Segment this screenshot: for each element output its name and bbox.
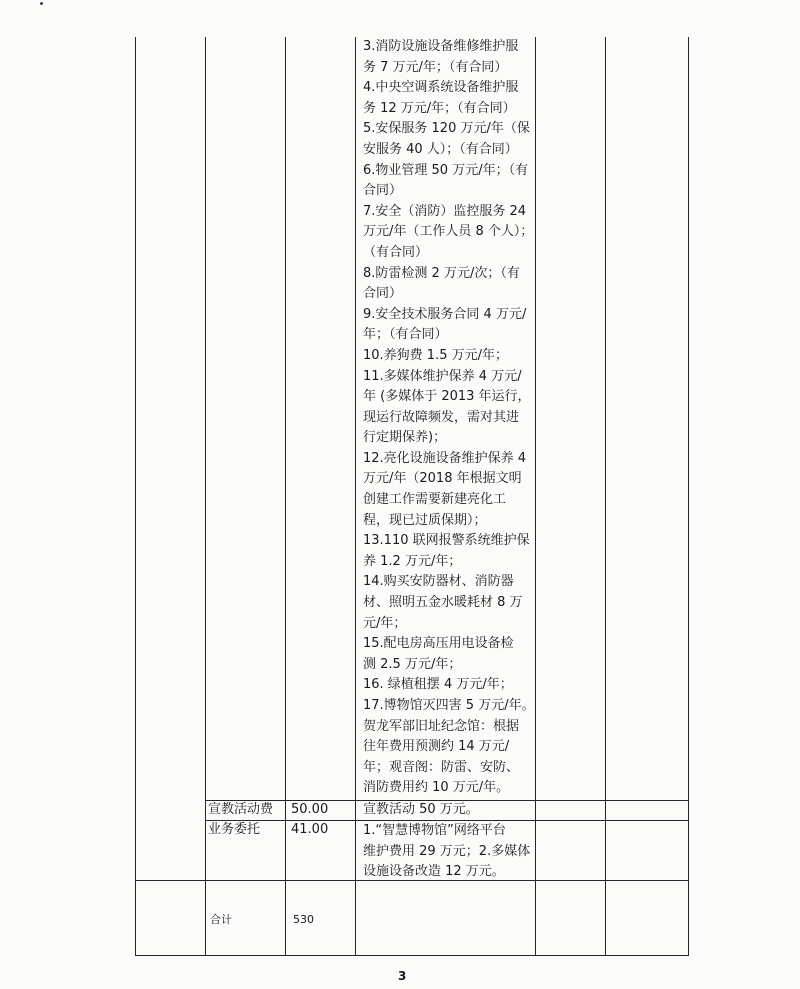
text-line: 9.安全技术服务合同 4 万元/ bbox=[363, 306, 527, 322]
text-line: 维护费用 29 万元；2.多媒体 bbox=[363, 843, 531, 859]
text-line: 养 1.2 万元/年； bbox=[363, 553, 462, 569]
table-border-right bbox=[688, 37, 689, 955]
text-line: 材、照明五金水暖耗材 8 万 bbox=[363, 595, 523, 611]
text-line: 测 2.5 万元/年； bbox=[363, 656, 462, 672]
text-line: 合同） bbox=[363, 286, 403, 302]
text-line: 万元/年（工作人员 8 个人）； bbox=[363, 224, 534, 240]
text-line: 16. 绿植租摆 4 万元/年； bbox=[363, 677, 513, 693]
text-line: 13.110 联网报警系统维护保 bbox=[363, 533, 530, 549]
amount-cell: 41.00 bbox=[291, 822, 329, 837]
text-line: 万元/年（2018 年根据文明 bbox=[363, 471, 522, 487]
text-line: 行定期保养)； bbox=[363, 430, 447, 446]
text-line: 14.购买安防器材、消防器 bbox=[363, 574, 514, 590]
text-line: 年 (多媒体于 2013 年运行， bbox=[363, 389, 531, 405]
category-cell: 宣教活动费 bbox=[208, 802, 274, 817]
text-line: 年；观音阁：防雷、安防、 bbox=[363, 759, 520, 775]
description-cell bbox=[363, 800, 479, 821]
table-border-bottom bbox=[135, 955, 689, 956]
text-line: 17.博物馆灭四害 5 万元/年。 bbox=[363, 698, 535, 713]
page-number: 3 bbox=[398, 969, 407, 983]
text-line: 7.安全（消防）监控服务 24 bbox=[363, 203, 527, 219]
text-line: 设施设备改造 12 万元。 bbox=[363, 864, 505, 880]
table-border-left bbox=[135, 37, 136, 955]
text-line: 务 12 万元/年；（有合同） bbox=[363, 100, 516, 116]
text-line: 往年费用预测约 14 万元/ bbox=[363, 739, 510, 755]
text-line: 年；（有合同） bbox=[363, 327, 448, 343]
text-line: 1.“智慧博物馆”网络平台 bbox=[363, 823, 506, 838]
text-line: 宣教活动 50 万元。 bbox=[363, 802, 479, 817]
text-line: 现运行故障频发，需对其进 bbox=[363, 409, 520, 425]
column-divider bbox=[205, 37, 206, 955]
text-line: 10.养狗费 1.5 万元/年； bbox=[363, 347, 508, 363]
total-amount: 530 bbox=[293, 913, 314, 926]
text-line: 贺龙军部旧址纪念馆：根据 bbox=[363, 718, 520, 734]
description-cell bbox=[363, 37, 535, 799]
text-line: 程，现已过质保期）； bbox=[363, 512, 487, 528]
text-line: 5.安保服务 120 万元/年（保 bbox=[363, 121, 530, 137]
total-label: 合计 bbox=[210, 913, 232, 926]
text-line: （有合同） bbox=[363, 244, 429, 260]
category-cell: 业务委托 bbox=[208, 822, 261, 837]
column-divider bbox=[355, 37, 356, 955]
text-line: 消防费用约 10 万元/年。 bbox=[363, 780, 510, 796]
text-line: 合同） bbox=[363, 183, 403, 199]
text-line: 安服务 40 人）；（有合同） bbox=[363, 141, 518, 157]
description-cell bbox=[363, 821, 530, 883]
text-line: 3.消防设施设备维修维护服 bbox=[363, 39, 519, 54]
text-line: 元/年； bbox=[363, 615, 407, 631]
column-divider bbox=[535, 37, 536, 955]
column-divider bbox=[605, 37, 606, 955]
text-line: 8.防雷检测 2 万元/次；（有 bbox=[363, 265, 520, 281]
text-line: 创建工作需要新建亮化工 bbox=[363, 492, 507, 508]
text-line: 15.配电房高压用电设备检 bbox=[363, 636, 514, 652]
text-line: 4.中央空调系统设备维护服 bbox=[363, 80, 519, 96]
column-divider bbox=[285, 37, 286, 955]
text-line: 12.亮化设施设备维护保养 4 bbox=[363, 450, 527, 466]
text-line: 务 7 万元/年；（有合同） bbox=[363, 59, 508, 75]
text-line: 11.多媒体维护保养 4 万元/ bbox=[363, 368, 522, 384]
scan-speck bbox=[40, 2, 43, 5]
amount-cell: 50.00 bbox=[291, 802, 329, 817]
text-line: 6.物业管理 50 万元/年；（有 bbox=[363, 162, 529, 178]
